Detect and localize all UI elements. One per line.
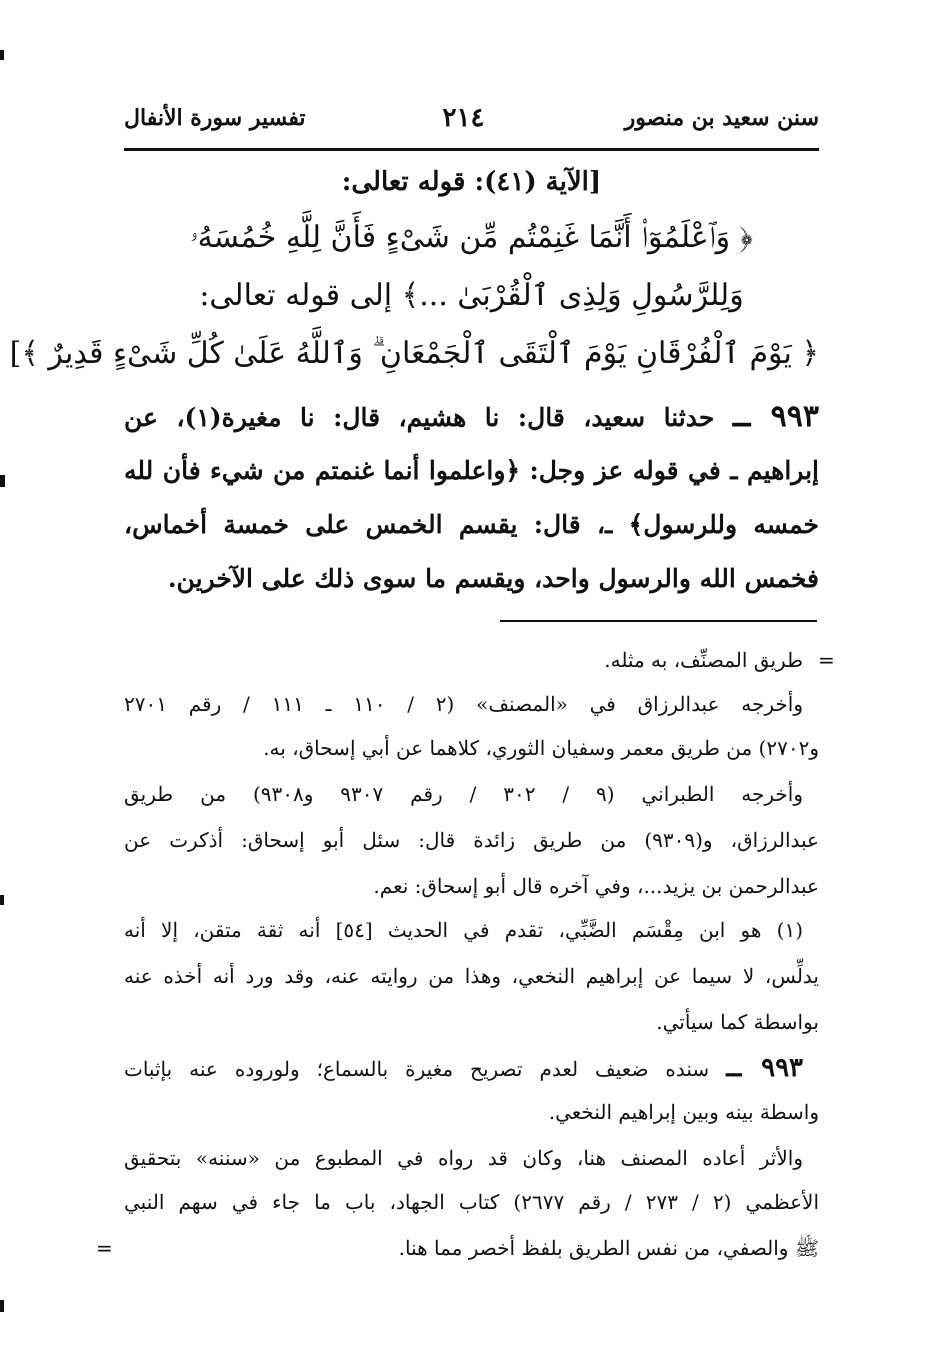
page-number: ٢١٤ (442, 103, 485, 133)
scan-mark (0, 895, 4, 905)
hadith-line-4: فخمس الله والرسول واحد، ويقسم ما سوى ذلك على الآخرين. (167, 564, 819, 593)
hadith-text-1: حدثنا سعيد، قال: نا هشيم، قال: نا مغيرة(١)، عن (124, 403, 715, 432)
footnote-line-10 (124, 1048, 803, 1088)
hadith-line-1 (124, 392, 819, 442)
hadith-line-2: إبراهيم ـ في قوله عز وجل: ﴿واعلموا أنما غنمتم من شيء فأن لله (124, 456, 819, 485)
book-title: سنن سعيد بن منصور (624, 105, 819, 131)
continued-marker: = (818, 648, 835, 672)
footnote-line-2: وأخرجه عبدالرزاق في «المصنف» (٢ / ١١٠ ـ ١١١ / رقم ٢٧٠١ (124, 692, 804, 716)
footnote-line-9: بواسطة كما سيأتي. (656, 1010, 819, 1034)
scan-mark (0, 50, 4, 60)
quran-line-3: ﴿ يَوْمَ ٱلْفُرْقَانِ يَوْمَ ٱلْتَقَى ٱلْجَمْعَانِ ۗ وَٱللَّهُ عَلَىٰ كُلِّ شَىْءٍ قَدِيرٌ ﴾] (9, 336, 819, 371)
section-title: تفسير سورة الأنفال (124, 105, 306, 131)
footnote-line-4: وأخرجه الطبراني (٩ / ٣٠٢ / رقم ٩٣٠٧ و٩٣٠٨) من طريق (124, 782, 803, 806)
footnote-line-14: ﷺ والصفي، من نفس الطريق بلفظ أخصر مما هنا. (398, 1236, 819, 1260)
footnote-hadith-number: ٩٩٣ ــ (726, 1053, 804, 1083)
header-rule (124, 148, 819, 151)
footnote-line-1: طريق المصنِّف، به مثله. (604, 648, 803, 672)
footnote-line-5: عبدالرزاق، و(٩٣٠٩) من طريق زائدة قال: سئل أبو إسحاق: أذكرت عن (124, 828, 819, 852)
scan-mark (0, 1300, 4, 1312)
footnote-separator (500, 620, 817, 622)
continues-marker: = (96, 1236, 113, 1260)
footnote-line-3: و٢٧٠٢) من طريق معمر وسفيان الثوري، كلاهما عن أبي إسحاق، به. (263, 736, 819, 760)
footnote-text-10: سنده ضعيف لعدم تصريح مغيرة بالسماع؛ ولوروده عنه بإثبات (124, 1057, 710, 1081)
footnote-line-11: واسطة بينه وبين إبراهيم النخعي. (548, 1100, 819, 1124)
verse-heading: [الآية (٤١): قوله تعالى: (341, 167, 602, 197)
hadith-line-3: خمسه وللرسول﴾ ـ، قال: يقسم الخمس على خمسة أخماس، (124, 510, 819, 539)
quran-line-1: ﴿ وَٱعْلَمُوٓا۟ أَنَّمَا غَنِمْتُم مِّن شَىْءٍ فَأَنَّ لِلَّهِ خُمُسَهُۥ (190, 220, 753, 255)
hadith-number: ٩٩٣ ــ (732, 399, 819, 434)
footnote-line-6: عبدالرحمن بن يزيد...، وفي آخره قال أبو إسحاق: نعم. (373, 874, 819, 898)
footnote-line-7: (١) هو ابن مِقْسَم الضَّبِّي، تقدم في الحديث [٥٤] أنه ثقة متقن، إلا أنه (124, 918, 803, 942)
scan-mark (0, 475, 5, 487)
footnote-line-12: والأثر أعاده المصنف هنا، وكان قد رواه في المطبوع من «سننه» بتحقيق (124, 1146, 803, 1170)
footnote-line-13: الأعظمي (٢ / ٢٧٣ / رقم ٢٦٧٧) كتاب الجهاد، باب ما جاء في سهم النبي (124, 1190, 820, 1214)
footnote-line-8: يدلِّس، لا سيما عن إبراهيم النخعي، وهذا من روايته عنه، وقد ورد أنه أخذه عنه (124, 964, 819, 988)
quran-line-2: وَلِلرَّسُولِ وَلِذِى ٱلْقُرْبَىٰ ...﴾ إلى قوله تعالى: (199, 278, 744, 313)
